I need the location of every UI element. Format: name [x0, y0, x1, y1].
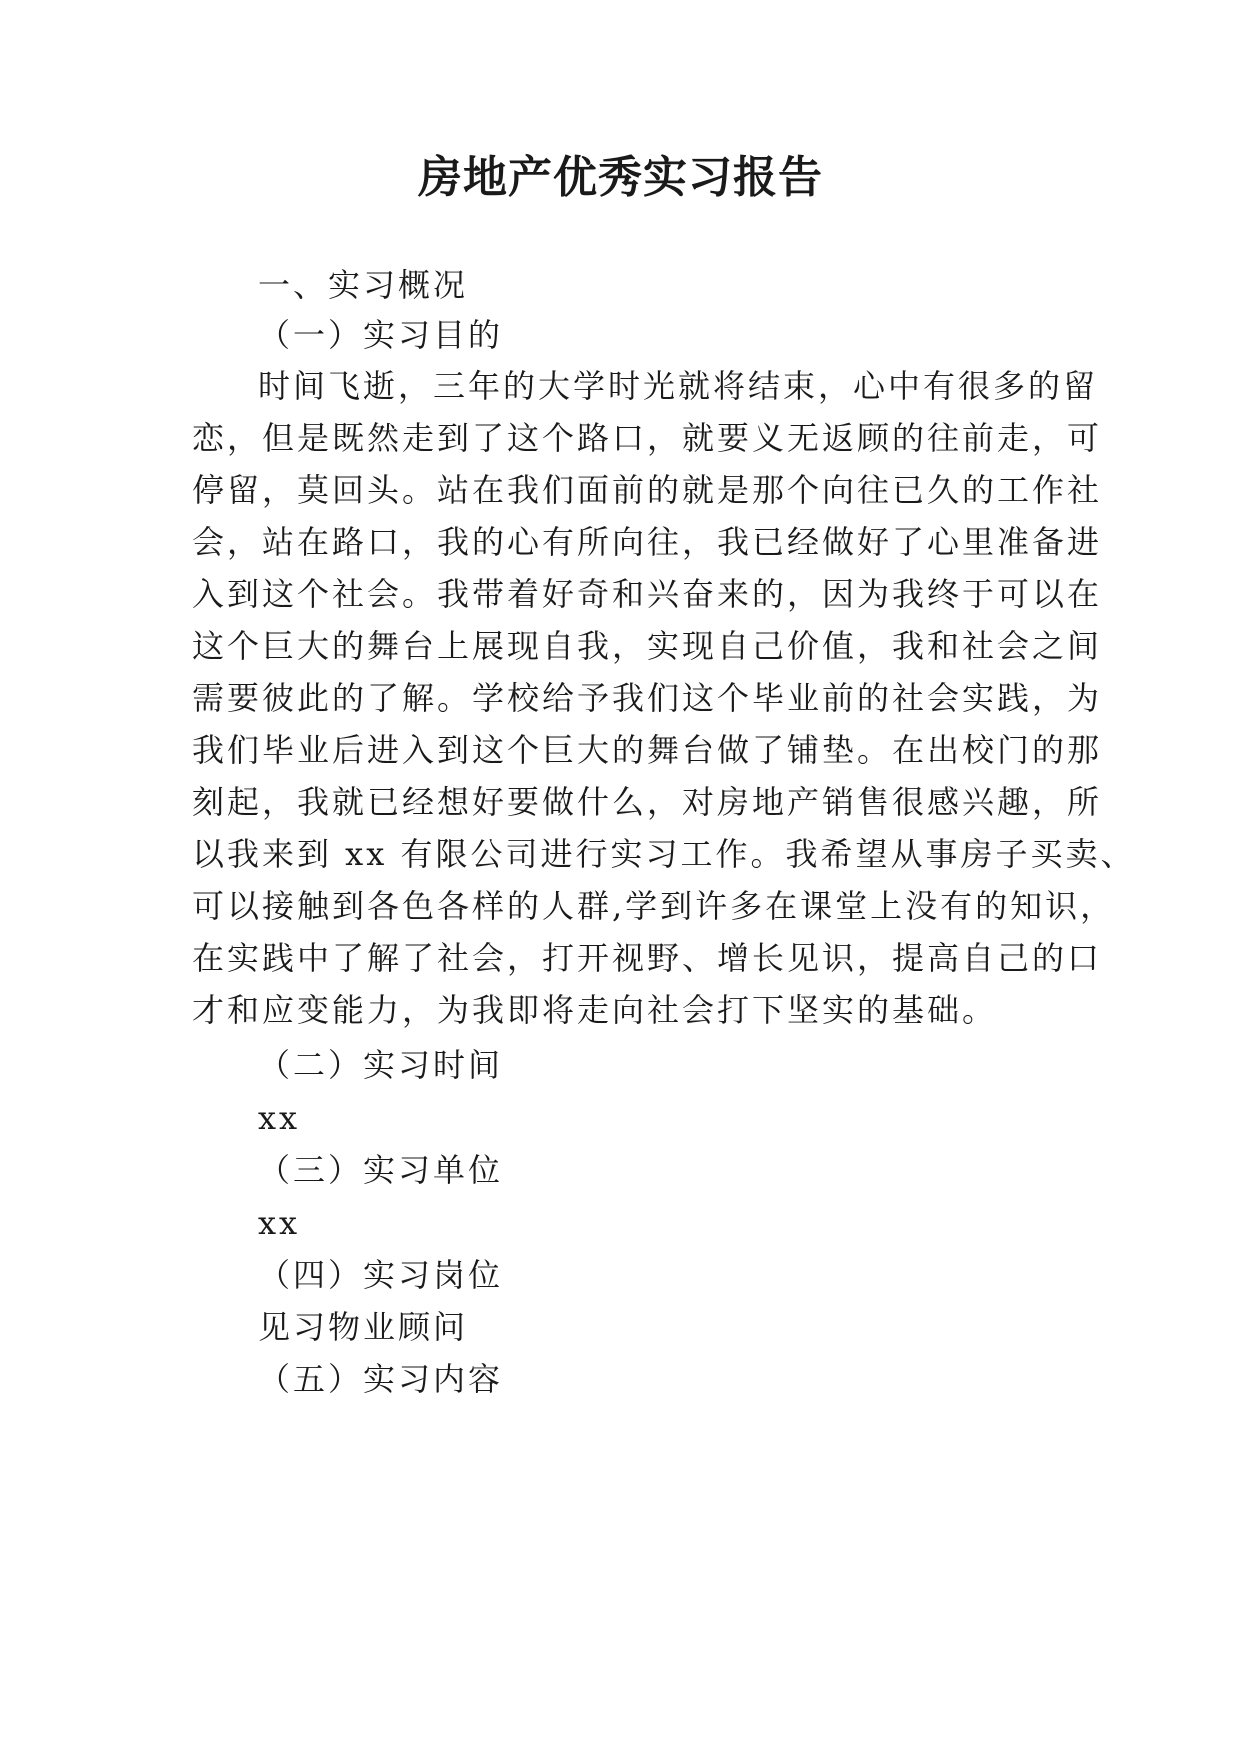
paragraph-line: 可以接触到各色各样的人群,学到许多在课堂上没有的知识，	[192, 887, 1116, 925]
paragraph-line: 需要彼此的了解。学校给予我们这个毕业前的社会实践，为	[192, 679, 1103, 717]
subsection-heading: （一）实习目的	[258, 316, 504, 354]
paragraph-line: 这个巨大的舞台上展现自我，实现自己价值，我和社会之间	[192, 627, 1103, 665]
document-title: 房地产优秀实习报告	[418, 152, 823, 203]
subsection-heading: （二）实习时间	[258, 1046, 504, 1084]
paragraph-line: 入到这个社会。我带着好奇和兴奋来的，因为我终于可以在	[192, 575, 1103, 613]
paragraph-line: 停留，莫回头。站在我们面前的就是那个向往已久的工作社	[192, 471, 1103, 509]
paragraph-line: 在实践中了解了社会，打开视野、增长见识，提高自己的口	[192, 939, 1103, 977]
paragraph-line: 刻起，我就已经想好要做什么，对房地产销售很感兴趣，所	[192, 783, 1103, 821]
paragraph-line: 恋，但是既然走到了这个路口，就要义无返顾的往前走，可	[192, 419, 1103, 457]
paragraph-line: 以我来到 xx 有限公司进行实习工作。我希望从事房子买卖、	[192, 835, 1136, 873]
subsection-value: xx	[258, 1099, 301, 1137]
paragraph-line: 会，站在路口，我的心有所向往，我已经做好了心里准备进	[192, 523, 1103, 561]
subsection-heading: （三）实习单位	[258, 1151, 504, 1189]
paragraph-line: 才和应变能力，为我即将走向社会打下坚实的基础。	[192, 991, 998, 1029]
paragraph-line: 我们毕业后进入到这个巨大的舞台做了铺垫。在出校门的那	[192, 731, 1103, 769]
subsection-value: xx	[258, 1204, 301, 1242]
subsection-heading: （四）实习岗位	[258, 1256, 504, 1294]
section-heading: 一、实习概况	[258, 266, 469, 304]
subsection-heading: （五）实习内容	[258, 1360, 504, 1398]
subsection-value: 见习物业顾问	[258, 1308, 469, 1346]
paragraph-line: 时间飞逝，三年的大学时光就将结束，心中有很多的留	[258, 367, 1099, 405]
